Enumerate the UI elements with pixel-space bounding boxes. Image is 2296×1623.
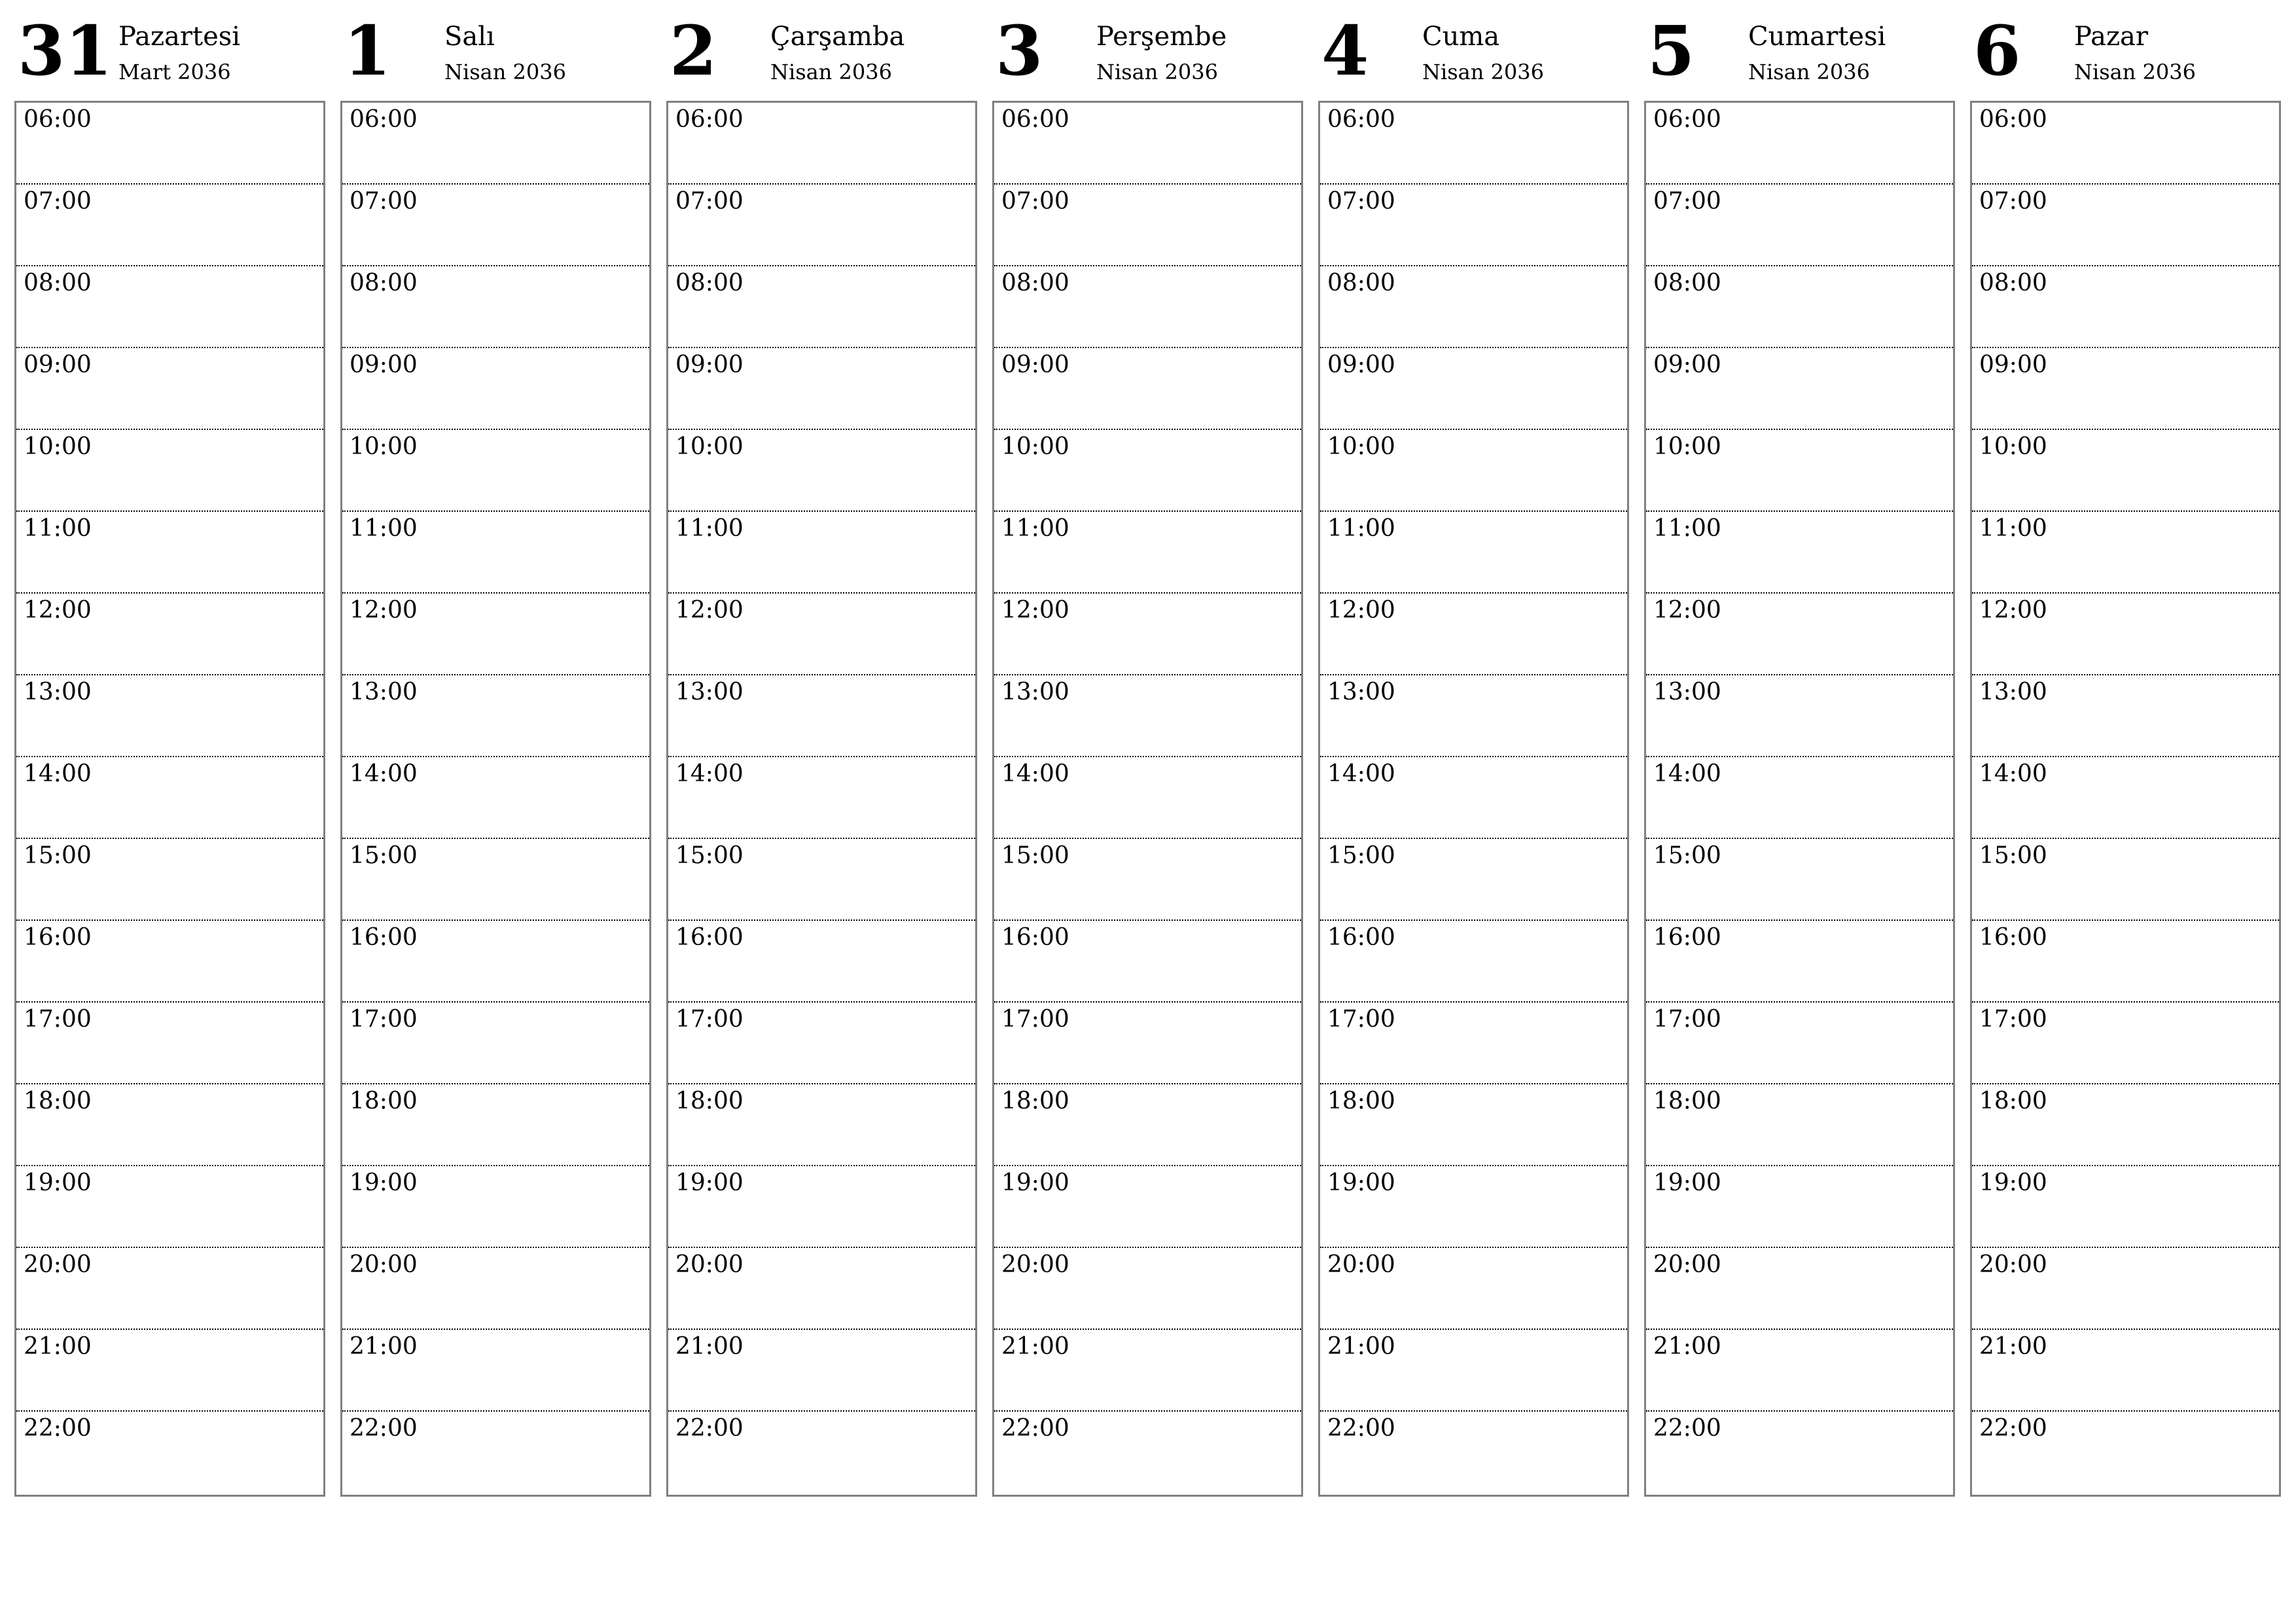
time-slot xyxy=(1320,430,1627,512)
time-slot xyxy=(668,675,975,757)
time-slot xyxy=(1646,1248,1953,1330)
day-header xyxy=(1318,10,1629,101)
time-slot-label: 08:00 xyxy=(1001,270,1069,296)
time-slot-label: 11:00 xyxy=(1653,515,1721,542)
time-slot xyxy=(1320,348,1627,430)
time-slot xyxy=(342,185,649,266)
time-slot xyxy=(1646,348,1953,430)
time-slot xyxy=(668,348,975,430)
time-slot-label: 10:00 xyxy=(1001,433,1069,460)
day-column-tuesday xyxy=(340,10,651,1497)
day-number: 4 xyxy=(1321,10,1369,91)
time-slot xyxy=(342,266,649,348)
time-slot-label: 13:00 xyxy=(1979,679,2047,705)
time-slot xyxy=(668,430,975,512)
time-slot-label: 18:00 xyxy=(1979,1088,2047,1115)
time-slot xyxy=(342,1166,649,1248)
time-slot xyxy=(994,1248,1301,1330)
day-name: Salı xyxy=(444,22,495,52)
time-slot-label: 13:00 xyxy=(24,679,92,705)
time-slot xyxy=(668,512,975,594)
time-slot xyxy=(1972,1166,2279,1248)
time-slot xyxy=(1972,348,2279,430)
time-slot-label: 21:00 xyxy=(24,1333,92,1360)
time-slot-label: 06:00 xyxy=(1653,106,1721,133)
time-slot xyxy=(16,1003,323,1084)
time-slot xyxy=(994,512,1301,594)
time-slot xyxy=(1972,757,2279,839)
day-month: Nisan 2036 xyxy=(1096,60,1218,84)
time-slot xyxy=(1972,185,2279,266)
time-slot-label: 11:00 xyxy=(350,515,418,542)
day-name: Pazar xyxy=(2074,22,2149,52)
time-slot xyxy=(1320,1003,1627,1084)
day-column-saturday xyxy=(1644,10,1955,1497)
time-slot xyxy=(1972,512,2279,594)
time-slot-label: 22:00 xyxy=(675,1415,744,1442)
day-month: Mart 2036 xyxy=(118,60,231,84)
time-slot xyxy=(1646,1330,1953,1412)
time-slot xyxy=(668,185,975,266)
time-slot-label: 15:00 xyxy=(24,842,92,869)
time-slot xyxy=(1320,839,1627,921)
time-slot xyxy=(994,1330,1301,1412)
day-number: 2 xyxy=(670,10,717,91)
time-slot xyxy=(668,1330,975,1412)
time-slot-label: 15:00 xyxy=(350,842,418,869)
time-slot xyxy=(1972,675,2279,757)
time-slot xyxy=(1972,1084,2279,1166)
time-slot xyxy=(1972,1248,2279,1330)
time-slot-label: 17:00 xyxy=(675,1006,744,1033)
time-slot xyxy=(994,921,1301,1003)
day-column-friday xyxy=(1318,10,1629,1497)
time-slot-label: 13:00 xyxy=(1653,679,1721,705)
time-slot xyxy=(1646,1003,1953,1084)
time-slot-label: 20:00 xyxy=(24,1251,92,1278)
day-schedule-box xyxy=(14,101,325,1497)
day-header xyxy=(666,10,977,101)
time-slot-label: 13:00 xyxy=(1327,679,1395,705)
time-slot xyxy=(1646,1084,1953,1166)
weekly-planner xyxy=(14,10,2282,1497)
time-slot xyxy=(1646,266,1953,348)
time-slot-label: 07:00 xyxy=(24,188,92,215)
day-month: Nisan 2036 xyxy=(770,60,892,84)
time-slot xyxy=(1320,675,1627,757)
time-slot-label: 16:00 xyxy=(350,924,418,951)
time-slot xyxy=(668,1084,975,1166)
time-slot xyxy=(1646,185,1953,266)
time-slot xyxy=(1320,185,1627,266)
time-slot-label: 13:00 xyxy=(675,679,744,705)
time-slot-label: 18:00 xyxy=(1001,1088,1069,1115)
time-slot-label: 14:00 xyxy=(1001,760,1069,787)
time-slot xyxy=(1646,1166,1953,1248)
time-slot xyxy=(668,594,975,675)
time-slot-label: 13:00 xyxy=(350,679,418,705)
time-slot xyxy=(16,757,323,839)
time-slot-label: 09:00 xyxy=(24,351,92,378)
time-slot-label: 11:00 xyxy=(1001,515,1069,542)
time-slot-label: 18:00 xyxy=(1327,1088,1395,1115)
time-slot-label: 20:00 xyxy=(1001,1251,1069,1278)
time-slot xyxy=(16,1084,323,1166)
time-slot-label: 06:00 xyxy=(350,106,418,133)
time-slot xyxy=(342,1003,649,1084)
time-slot xyxy=(16,594,323,675)
time-slot-label: 12:00 xyxy=(350,597,418,624)
time-slot-label: 12:00 xyxy=(675,597,744,624)
day-column-monday xyxy=(14,10,325,1497)
time-slot-label: 21:00 xyxy=(1979,1333,2047,1360)
time-slot-label: 07:00 xyxy=(350,188,418,215)
time-slot-label: 16:00 xyxy=(1001,924,1069,951)
time-slot-label: 14:00 xyxy=(1327,760,1395,787)
time-slot-label: 18:00 xyxy=(675,1088,744,1115)
time-slot xyxy=(16,266,323,348)
time-slot-label: 14:00 xyxy=(350,760,418,787)
time-slot xyxy=(1646,512,1953,594)
time-slot-label: 11:00 xyxy=(1979,515,2047,542)
day-name: Pazartesi xyxy=(118,22,241,52)
time-slot xyxy=(16,921,323,1003)
day-name: Çarşamba xyxy=(770,22,905,52)
time-slot xyxy=(1646,594,1953,675)
time-slot-label: 20:00 xyxy=(675,1251,744,1278)
time-slot xyxy=(994,1412,1301,1493)
day-column-sunday xyxy=(1970,10,2281,1497)
time-slot xyxy=(1646,103,1953,185)
time-slot xyxy=(342,430,649,512)
time-slot xyxy=(1320,266,1627,348)
time-slot-label: 07:00 xyxy=(1001,188,1069,215)
time-slot xyxy=(1646,921,1953,1003)
time-slot-label: 19:00 xyxy=(24,1169,92,1196)
day-header xyxy=(340,10,651,101)
day-number: 1 xyxy=(344,10,391,91)
time-slot-label: 10:00 xyxy=(350,433,418,460)
day-header xyxy=(1644,10,1955,101)
time-slot-label: 22:00 xyxy=(350,1415,418,1442)
time-slot xyxy=(1972,430,2279,512)
time-slot-label: 08:00 xyxy=(675,270,744,296)
time-slot xyxy=(994,1003,1301,1084)
time-slot xyxy=(994,430,1301,512)
time-slot xyxy=(16,185,323,266)
day-name: Cumartesi xyxy=(1748,22,1886,52)
time-slot-label: 06:00 xyxy=(24,106,92,133)
time-slot-label: 08:00 xyxy=(24,270,92,296)
day-schedule-box xyxy=(1644,101,1955,1497)
time-slot xyxy=(1320,757,1627,839)
time-slot-label: 08:00 xyxy=(1327,270,1395,296)
time-slot xyxy=(342,839,649,921)
time-slot-label: 17:00 xyxy=(350,1006,418,1033)
time-slot xyxy=(1972,266,2279,348)
time-slot-label: 12:00 xyxy=(24,597,92,624)
time-slot-label: 22:00 xyxy=(24,1415,92,1442)
day-month: Nisan 2036 xyxy=(1422,60,1544,84)
time-slot xyxy=(668,1412,975,1493)
time-slot-label: 09:00 xyxy=(1001,351,1069,378)
time-slot-label: 14:00 xyxy=(1653,760,1721,787)
time-slot xyxy=(994,675,1301,757)
time-slot xyxy=(1972,921,2279,1003)
day-number: 6 xyxy=(1973,10,2021,91)
time-slot xyxy=(1320,1412,1627,1493)
time-slot xyxy=(1972,103,2279,185)
time-slot-label: 18:00 xyxy=(1653,1088,1721,1115)
time-slot-label: 12:00 xyxy=(1327,597,1395,624)
time-slot xyxy=(1972,839,2279,921)
time-slot-label: 09:00 xyxy=(1327,351,1395,378)
time-slot-label: 16:00 xyxy=(1653,924,1721,951)
time-slot-label: 18:00 xyxy=(350,1088,418,1115)
time-slot xyxy=(1320,594,1627,675)
time-slot xyxy=(1646,839,1953,921)
time-slot xyxy=(1320,512,1627,594)
time-slot xyxy=(1320,1084,1627,1166)
time-slot-label: 08:00 xyxy=(1979,270,2047,296)
time-slot xyxy=(1320,921,1627,1003)
time-slot-label: 16:00 xyxy=(675,924,744,951)
time-slot-label: 07:00 xyxy=(1653,188,1721,215)
time-slot xyxy=(16,348,323,430)
time-slot xyxy=(16,839,323,921)
time-slot xyxy=(1320,1330,1627,1412)
time-slot xyxy=(668,1248,975,1330)
day-name: Cuma xyxy=(1422,22,1500,52)
time-slot xyxy=(668,1166,975,1248)
time-slot-label: 22:00 xyxy=(1979,1415,2047,1442)
time-slot xyxy=(668,757,975,839)
time-slot xyxy=(668,103,975,185)
time-slot xyxy=(1320,103,1627,185)
time-slot-label: 06:00 xyxy=(675,106,744,133)
time-slot-label: 20:00 xyxy=(1653,1251,1721,1278)
time-slot-label: 06:00 xyxy=(1001,106,1069,133)
time-slot xyxy=(1646,1412,1953,1493)
day-header xyxy=(14,10,325,101)
day-schedule-box xyxy=(992,101,1303,1497)
day-header xyxy=(992,10,1303,101)
time-slot-label: 22:00 xyxy=(1653,1415,1721,1442)
time-slot xyxy=(994,839,1301,921)
time-slot xyxy=(1972,594,2279,675)
time-slot xyxy=(16,1248,323,1330)
time-slot xyxy=(994,185,1301,266)
time-slot-label: 12:00 xyxy=(1653,597,1721,624)
time-slot xyxy=(668,266,975,348)
time-slot-label: 06:00 xyxy=(1979,106,2047,133)
day-column-thursday xyxy=(992,10,1303,1497)
time-slot xyxy=(16,103,323,185)
time-slot-label: 09:00 xyxy=(350,351,418,378)
time-slot-label: 17:00 xyxy=(1327,1006,1395,1033)
time-slot xyxy=(342,1330,649,1412)
time-slot-label: 17:00 xyxy=(1001,1006,1069,1033)
time-slot-label: 19:00 xyxy=(1327,1169,1395,1196)
time-slot-label: 08:00 xyxy=(350,270,418,296)
time-slot xyxy=(342,1248,649,1330)
time-slot-label: 15:00 xyxy=(1653,842,1721,869)
time-slot-label: 09:00 xyxy=(1979,351,2047,378)
time-slot-label: 21:00 xyxy=(675,1333,744,1360)
time-slot xyxy=(994,1084,1301,1166)
time-slot xyxy=(342,921,649,1003)
time-slot xyxy=(342,348,649,430)
time-slot-label: 21:00 xyxy=(350,1333,418,1360)
time-slot-label: 21:00 xyxy=(1327,1333,1395,1360)
time-slot xyxy=(342,512,649,594)
time-slot-label: 15:00 xyxy=(1001,842,1069,869)
time-slot-label: 16:00 xyxy=(24,924,92,951)
time-slot xyxy=(994,594,1301,675)
time-slot-label: 19:00 xyxy=(1979,1169,2047,1196)
time-slot-label: 14:00 xyxy=(675,760,744,787)
time-slot-label: 21:00 xyxy=(1653,1333,1721,1360)
time-slot xyxy=(16,430,323,512)
time-slot-label: 07:00 xyxy=(675,188,744,215)
time-slot-label: 12:00 xyxy=(1979,597,2047,624)
time-slot-label: 09:00 xyxy=(675,351,744,378)
time-slot-label: 11:00 xyxy=(24,515,92,542)
time-slot-label: 11:00 xyxy=(675,515,744,542)
day-column-wednesday xyxy=(666,10,977,1497)
time-slot xyxy=(1972,1330,2279,1412)
time-slot xyxy=(1646,430,1953,512)
time-slot-label: 10:00 xyxy=(675,433,744,460)
time-slot-label: 10:00 xyxy=(1653,433,1721,460)
time-slot-label: 14:00 xyxy=(24,760,92,787)
time-slot xyxy=(668,839,975,921)
time-slot xyxy=(994,1166,1301,1248)
time-slot-label: 20:00 xyxy=(350,1251,418,1278)
time-slot xyxy=(994,266,1301,348)
time-slot xyxy=(1646,757,1953,839)
time-slot xyxy=(994,103,1301,185)
day-month: Nisan 2036 xyxy=(2074,60,2196,84)
time-slot-label: 17:00 xyxy=(1653,1006,1721,1033)
time-slot xyxy=(342,594,649,675)
time-slot xyxy=(16,675,323,757)
time-slot xyxy=(342,1084,649,1166)
time-slot xyxy=(342,1412,649,1493)
time-slot-label: 14:00 xyxy=(1979,760,2047,787)
time-slot-label: 19:00 xyxy=(675,1169,744,1196)
time-slot-label: 09:00 xyxy=(1653,351,1721,378)
time-slot-label: 10:00 xyxy=(1979,433,2047,460)
time-slot xyxy=(1320,1166,1627,1248)
time-slot xyxy=(342,675,649,757)
day-month: Nisan 2036 xyxy=(1748,60,1870,84)
time-slot xyxy=(16,1166,323,1248)
time-slot xyxy=(1972,1412,2279,1493)
time-slot xyxy=(342,757,649,839)
time-slot-label: 18:00 xyxy=(24,1088,92,1115)
time-slot xyxy=(16,1412,323,1493)
time-slot-label: 19:00 xyxy=(350,1169,418,1196)
time-slot xyxy=(994,757,1301,839)
time-slot xyxy=(668,1003,975,1084)
time-slot-label: 15:00 xyxy=(675,842,744,869)
time-slot-label: 13:00 xyxy=(1001,679,1069,705)
day-number: 31 xyxy=(18,10,113,91)
time-slot xyxy=(1320,1248,1627,1330)
time-slot-label: 07:00 xyxy=(1327,188,1395,215)
time-slot-label: 12:00 xyxy=(1001,597,1069,624)
time-slot-label: 15:00 xyxy=(1327,842,1395,869)
day-number: 3 xyxy=(996,10,1043,91)
time-slot-label: 17:00 xyxy=(24,1006,92,1033)
time-slot-label: 06:00 xyxy=(1327,106,1395,133)
day-schedule-box xyxy=(340,101,651,1497)
time-slot-label: 15:00 xyxy=(1979,842,2047,869)
day-header xyxy=(1970,10,2281,101)
day-number: 5 xyxy=(1647,10,1695,91)
time-slot-label: 10:00 xyxy=(24,433,92,460)
time-slot-label: 22:00 xyxy=(1327,1415,1395,1442)
time-slot-label: 20:00 xyxy=(1979,1251,2047,1278)
time-slot-label: 07:00 xyxy=(1979,188,2047,215)
day-schedule-box xyxy=(1318,101,1629,1497)
time-slot-label: 17:00 xyxy=(1979,1006,2047,1033)
time-slot-label: 19:00 xyxy=(1653,1169,1721,1196)
time-slot-label: 16:00 xyxy=(1979,924,2047,951)
time-slot-label: 21:00 xyxy=(1001,1333,1069,1360)
time-slot xyxy=(16,512,323,594)
time-slot xyxy=(16,1330,323,1412)
day-schedule-box xyxy=(1970,101,2281,1497)
time-slot-label: 11:00 xyxy=(1327,515,1395,542)
day-schedule-box xyxy=(666,101,977,1497)
time-slot-label: 19:00 xyxy=(1001,1169,1069,1196)
time-slot-label: 22:00 xyxy=(1001,1415,1069,1442)
day-month: Nisan 2036 xyxy=(444,60,566,84)
time-slot xyxy=(1646,675,1953,757)
time-slot-label: 16:00 xyxy=(1327,924,1395,951)
time-slot xyxy=(994,348,1301,430)
time-slot xyxy=(668,921,975,1003)
time-slot-label: 10:00 xyxy=(1327,433,1395,460)
day-name: Perşembe xyxy=(1096,22,1227,52)
time-slot xyxy=(1972,1003,2279,1084)
time-slot xyxy=(342,103,649,185)
time-slot-label: 08:00 xyxy=(1653,270,1721,296)
time-slot-label: 20:00 xyxy=(1327,1251,1395,1278)
